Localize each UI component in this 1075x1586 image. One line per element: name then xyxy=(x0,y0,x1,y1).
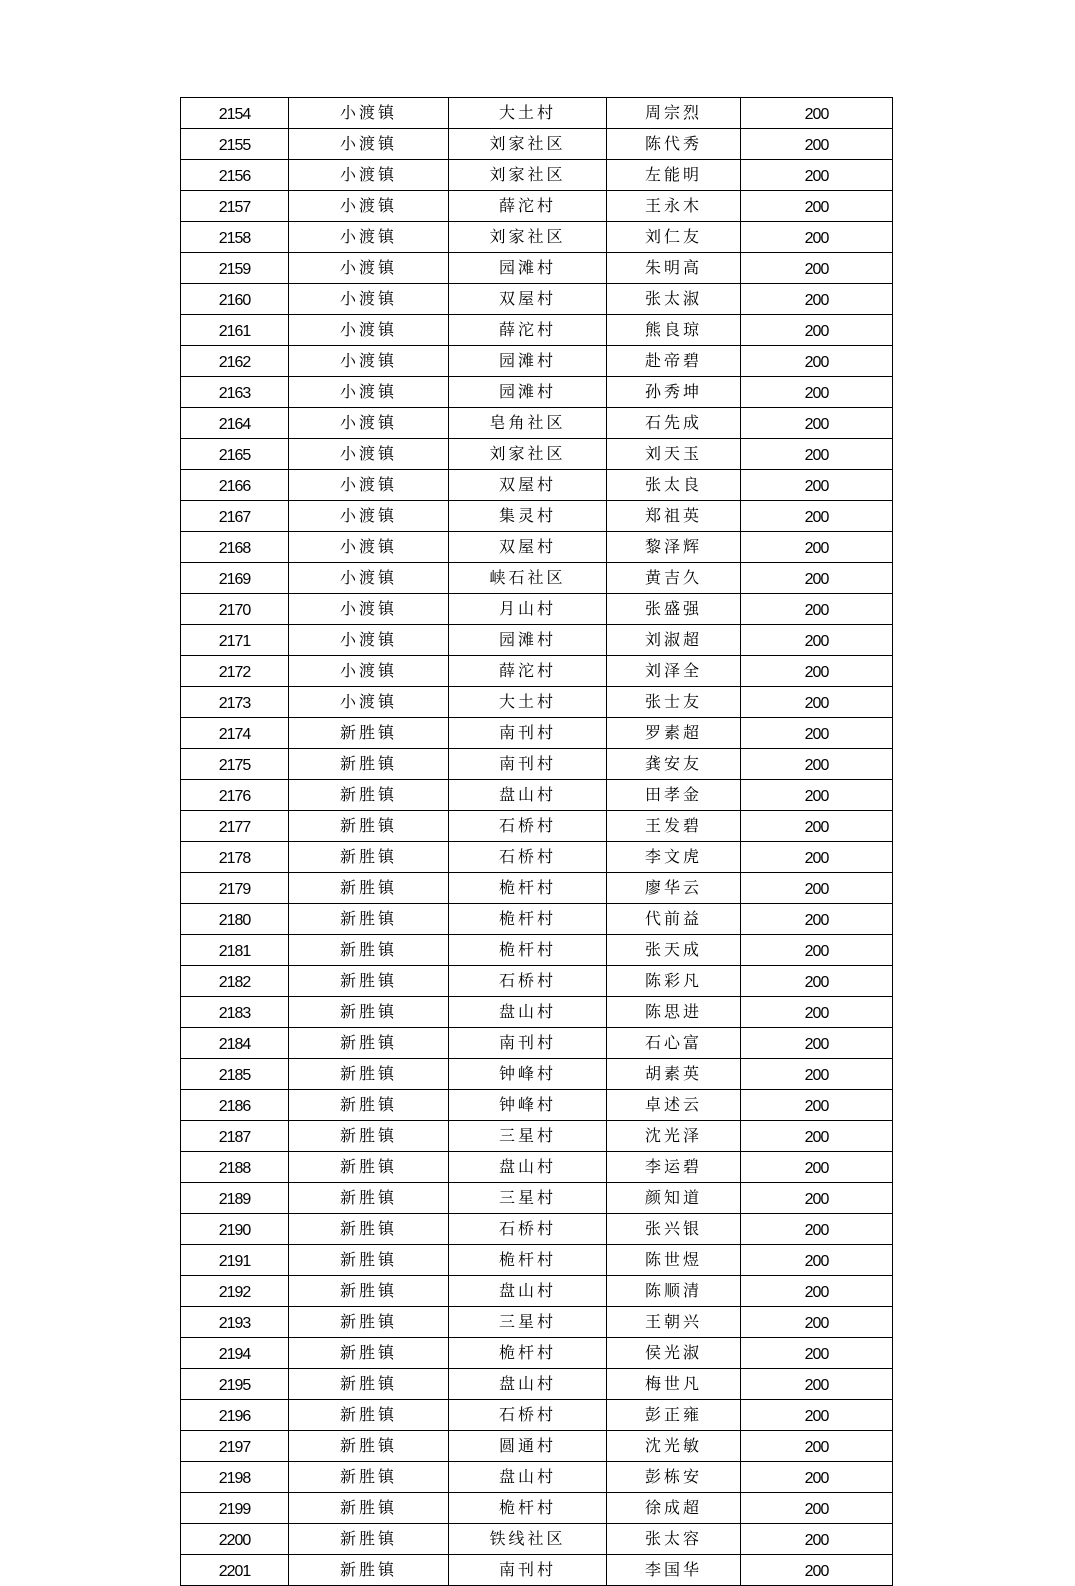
amount-cell: 200 xyxy=(741,1555,893,1586)
amount-cell: 200 xyxy=(741,408,893,439)
amount-cell: 200 xyxy=(741,377,893,408)
village-cell: 大土村 xyxy=(449,98,607,129)
amount-cell: 200 xyxy=(741,439,893,470)
row-number: 2198 xyxy=(181,1462,289,1493)
table-row xyxy=(181,501,893,532)
row-number: 2179 xyxy=(181,873,289,904)
village-cell: 盘山村 xyxy=(449,1369,607,1400)
village-cell: 钟峰村 xyxy=(449,1090,607,1121)
person-name-cell: 梅世凡 xyxy=(607,1369,741,1400)
table-row xyxy=(181,780,893,811)
town-cell: 新胜镇 xyxy=(289,1214,449,1245)
village-cell: 南刊村 xyxy=(449,749,607,780)
village-cell: 峡石社区 xyxy=(449,563,607,594)
table-row xyxy=(181,470,893,501)
town-cell: 小渡镇 xyxy=(289,129,449,160)
town-cell: 小渡镇 xyxy=(289,377,449,408)
table-row xyxy=(181,346,893,377)
amount-cell: 200 xyxy=(741,98,893,129)
person-name-cell: 张太容 xyxy=(607,1524,741,1555)
table-row xyxy=(181,408,893,439)
table-row xyxy=(181,1555,893,1586)
row-number: 2180 xyxy=(181,904,289,935)
amount-cell: 200 xyxy=(741,1152,893,1183)
person-name-cell: 彭栋安 xyxy=(607,1462,741,1493)
table-row xyxy=(181,1121,893,1152)
row-number: 2194 xyxy=(181,1338,289,1369)
village-cell: 刘家社区 xyxy=(449,439,607,470)
row-number: 2176 xyxy=(181,780,289,811)
person-name-cell: 代前益 xyxy=(607,904,741,935)
row-number: 2163 xyxy=(181,377,289,408)
person-name-cell: 刘泽全 xyxy=(607,656,741,687)
roster-table xyxy=(180,97,893,1586)
row-number: 2187 xyxy=(181,1121,289,1152)
town-cell: 新胜镇 xyxy=(289,1276,449,1307)
town-cell: 新胜镇 xyxy=(289,1493,449,1524)
person-name-cell: 张盛强 xyxy=(607,594,741,625)
town-cell: 新胜镇 xyxy=(289,935,449,966)
row-number: 2196 xyxy=(181,1400,289,1431)
amount-cell: 200 xyxy=(741,842,893,873)
row-number: 2168 xyxy=(181,532,289,563)
amount-cell: 200 xyxy=(741,1183,893,1214)
town-cell: 新胜镇 xyxy=(289,1400,449,1431)
village-cell: 盘山村 xyxy=(449,1152,607,1183)
person-name-cell: 张太良 xyxy=(607,470,741,501)
table-row xyxy=(181,594,893,625)
village-cell: 石桥村 xyxy=(449,1400,607,1431)
person-name-cell: 王朝兴 xyxy=(607,1307,741,1338)
village-cell: 桅杆村 xyxy=(449,1245,607,1276)
village-cell: 园滩村 xyxy=(449,377,607,408)
table-row xyxy=(181,1028,893,1059)
amount-cell: 200 xyxy=(741,1307,893,1338)
village-cell: 桅杆村 xyxy=(449,904,607,935)
table-row xyxy=(181,656,893,687)
town-cell: 小渡镇 xyxy=(289,625,449,656)
person-name-cell: 张太淑 xyxy=(607,284,741,315)
village-cell: 桅杆村 xyxy=(449,873,607,904)
row-number: 2188 xyxy=(181,1152,289,1183)
person-name-cell: 张天成 xyxy=(607,935,741,966)
person-name-cell: 卓述云 xyxy=(607,1090,741,1121)
amount-cell: 200 xyxy=(741,563,893,594)
amount-cell: 200 xyxy=(741,129,893,160)
village-cell: 石桥村 xyxy=(449,1214,607,1245)
person-name-cell: 田孝金 xyxy=(607,780,741,811)
amount-cell: 200 xyxy=(741,873,893,904)
town-cell: 小渡镇 xyxy=(289,594,449,625)
town-cell: 新胜镇 xyxy=(289,1431,449,1462)
row-number: 2201 xyxy=(181,1555,289,1586)
village-cell: 桅杆村 xyxy=(449,1493,607,1524)
table-row xyxy=(181,532,893,563)
town-cell: 新胜镇 xyxy=(289,904,449,935)
town-cell: 新胜镇 xyxy=(289,1090,449,1121)
town-cell: 新胜镇 xyxy=(289,1307,449,1338)
amount-cell: 200 xyxy=(741,346,893,377)
village-cell: 三星村 xyxy=(449,1307,607,1338)
table-row xyxy=(181,1400,893,1431)
table-row xyxy=(181,315,893,346)
village-cell: 薛沱村 xyxy=(449,191,607,222)
amount-cell: 200 xyxy=(741,718,893,749)
amount-cell: 200 xyxy=(741,625,893,656)
roster-table-body xyxy=(181,98,893,1586)
amount-cell: 200 xyxy=(741,966,893,997)
town-cell: 小渡镇 xyxy=(289,687,449,718)
person-name-cell: 赴帝碧 xyxy=(607,346,741,377)
person-name-cell: 张兴银 xyxy=(607,1214,741,1245)
village-cell: 三星村 xyxy=(449,1121,607,1152)
village-cell: 园滩村 xyxy=(449,346,607,377)
table-row xyxy=(181,1152,893,1183)
town-cell: 新胜镇 xyxy=(289,1028,449,1059)
row-number: 2170 xyxy=(181,594,289,625)
village-cell: 钟峰村 xyxy=(449,1059,607,1090)
town-cell: 小渡镇 xyxy=(289,656,449,687)
village-cell: 桅杆村 xyxy=(449,935,607,966)
row-number: 2191 xyxy=(181,1245,289,1276)
person-name-cell: 沈光敏 xyxy=(607,1431,741,1462)
town-cell: 新胜镇 xyxy=(289,1462,449,1493)
table-row xyxy=(181,718,893,749)
amount-cell: 200 xyxy=(741,532,893,563)
person-name-cell: 徐成超 xyxy=(607,1493,741,1524)
town-cell: 新胜镇 xyxy=(289,873,449,904)
person-name-cell: 石心富 xyxy=(607,1028,741,1059)
village-cell: 盘山村 xyxy=(449,1462,607,1493)
table-row xyxy=(181,563,893,594)
amount-cell: 200 xyxy=(741,1431,893,1462)
town-cell: 新胜镇 xyxy=(289,1338,449,1369)
person-name-cell: 沈光泽 xyxy=(607,1121,741,1152)
table-row xyxy=(181,1276,893,1307)
table-row xyxy=(181,873,893,904)
table-row xyxy=(181,1183,893,1214)
row-number: 2164 xyxy=(181,408,289,439)
person-name-cell: 罗素超 xyxy=(607,718,741,749)
person-name-cell: 彭正雍 xyxy=(607,1400,741,1431)
row-number: 2182 xyxy=(181,966,289,997)
person-name-cell: 王永木 xyxy=(607,191,741,222)
amount-cell: 200 xyxy=(741,749,893,780)
row-number: 2158 xyxy=(181,222,289,253)
amount-cell: 200 xyxy=(741,594,893,625)
table-row xyxy=(181,811,893,842)
village-cell: 双屋村 xyxy=(449,284,607,315)
town-cell: 新胜镇 xyxy=(289,842,449,873)
table-row xyxy=(181,625,893,656)
amount-cell: 200 xyxy=(741,1338,893,1369)
village-cell: 石桥村 xyxy=(449,966,607,997)
person-name-cell: 张士友 xyxy=(607,687,741,718)
town-cell: 新胜镇 xyxy=(289,1121,449,1152)
row-number: 2189 xyxy=(181,1183,289,1214)
town-cell: 新胜镇 xyxy=(289,811,449,842)
table-row xyxy=(181,842,893,873)
row-number: 2178 xyxy=(181,842,289,873)
amount-cell: 200 xyxy=(741,1462,893,1493)
amount-cell: 200 xyxy=(741,1369,893,1400)
amount-cell: 200 xyxy=(741,1400,893,1431)
table-row xyxy=(181,1059,893,1090)
village-cell: 刘家社区 xyxy=(449,222,607,253)
amount-cell: 200 xyxy=(741,780,893,811)
row-number: 2161 xyxy=(181,315,289,346)
town-cell: 小渡镇 xyxy=(289,160,449,191)
town-cell: 小渡镇 xyxy=(289,346,449,377)
town-cell: 新胜镇 xyxy=(289,1524,449,1555)
town-cell: 小渡镇 xyxy=(289,253,449,284)
person-name-cell: 王发碧 xyxy=(607,811,741,842)
person-name-cell: 陈思进 xyxy=(607,997,741,1028)
town-cell: 小渡镇 xyxy=(289,532,449,563)
table-row xyxy=(181,904,893,935)
amount-cell: 200 xyxy=(741,284,893,315)
town-cell: 新胜镇 xyxy=(289,1183,449,1214)
table-row xyxy=(181,1214,893,1245)
person-name-cell: 陈世煜 xyxy=(607,1245,741,1276)
village-cell: 铁线社区 xyxy=(449,1524,607,1555)
town-cell: 小渡镇 xyxy=(289,439,449,470)
town-cell: 小渡镇 xyxy=(289,222,449,253)
person-name-cell: 廖华云 xyxy=(607,873,741,904)
amount-cell: 200 xyxy=(741,315,893,346)
row-number: 2171 xyxy=(181,625,289,656)
table-row xyxy=(181,284,893,315)
person-name-cell: 黎泽辉 xyxy=(607,532,741,563)
table-row xyxy=(181,160,893,191)
person-name-cell: 周宗烈 xyxy=(607,98,741,129)
table-row xyxy=(181,749,893,780)
table-row xyxy=(181,1245,893,1276)
town-cell: 新胜镇 xyxy=(289,1059,449,1090)
village-cell: 盘山村 xyxy=(449,780,607,811)
row-number: 2190 xyxy=(181,1214,289,1245)
table-row xyxy=(181,966,893,997)
town-cell: 新胜镇 xyxy=(289,749,449,780)
village-cell: 双屋村 xyxy=(449,470,607,501)
amount-cell: 200 xyxy=(741,1059,893,1090)
village-cell: 月山村 xyxy=(449,594,607,625)
row-number: 2174 xyxy=(181,718,289,749)
village-cell: 刘家社区 xyxy=(449,160,607,191)
amount-cell: 200 xyxy=(741,222,893,253)
row-number: 2155 xyxy=(181,129,289,160)
amount-cell: 200 xyxy=(741,935,893,966)
town-cell: 小渡镇 xyxy=(289,470,449,501)
person-name-cell: 刘天玉 xyxy=(607,439,741,470)
town-cell: 小渡镇 xyxy=(289,191,449,222)
amount-cell: 200 xyxy=(741,997,893,1028)
person-name-cell: 陈顺清 xyxy=(607,1276,741,1307)
village-cell: 园滩村 xyxy=(449,625,607,656)
table-row xyxy=(181,935,893,966)
person-name-cell: 熊良琼 xyxy=(607,315,741,346)
village-cell: 园滩村 xyxy=(449,253,607,284)
amount-cell: 200 xyxy=(741,687,893,718)
person-name-cell: 胡素英 xyxy=(607,1059,741,1090)
row-number: 2183 xyxy=(181,997,289,1028)
row-number: 2181 xyxy=(181,935,289,966)
village-cell: 双屋村 xyxy=(449,532,607,563)
amount-cell: 200 xyxy=(741,1493,893,1524)
town-cell: 新胜镇 xyxy=(289,997,449,1028)
person-name-cell: 朱明高 xyxy=(607,253,741,284)
town-cell: 小渡镇 xyxy=(289,408,449,439)
table-row xyxy=(181,1338,893,1369)
person-name-cell: 陈彩凡 xyxy=(607,966,741,997)
row-number: 2195 xyxy=(181,1369,289,1400)
table-row xyxy=(181,687,893,718)
person-name-cell: 李运碧 xyxy=(607,1152,741,1183)
person-name-cell: 颜知道 xyxy=(607,1183,741,1214)
row-number: 2165 xyxy=(181,439,289,470)
table-row xyxy=(181,1307,893,1338)
town-cell: 新胜镇 xyxy=(289,718,449,749)
row-number: 2200 xyxy=(181,1524,289,1555)
person-name-cell: 郑祖英 xyxy=(607,501,741,532)
row-number: 2167 xyxy=(181,501,289,532)
row-number: 2157 xyxy=(181,191,289,222)
table-row xyxy=(181,1369,893,1400)
row-number: 2159 xyxy=(181,253,289,284)
table-row xyxy=(181,1090,893,1121)
person-name-cell: 孙秀坤 xyxy=(607,377,741,408)
village-cell: 刘家社区 xyxy=(449,129,607,160)
town-cell: 新胜镇 xyxy=(289,780,449,811)
row-number: 2162 xyxy=(181,346,289,377)
village-cell: 盘山村 xyxy=(449,997,607,1028)
village-cell: 皂角社区 xyxy=(449,408,607,439)
table-row xyxy=(181,1462,893,1493)
table-row xyxy=(181,253,893,284)
amount-cell: 200 xyxy=(741,501,893,532)
village-cell: 南刊村 xyxy=(449,1555,607,1586)
amount-cell: 200 xyxy=(741,470,893,501)
table-row xyxy=(181,997,893,1028)
table-row xyxy=(181,1431,893,1462)
table-row xyxy=(181,1524,893,1555)
row-number: 2169 xyxy=(181,563,289,594)
amount-cell: 200 xyxy=(741,1028,893,1059)
person-name-cell: 陈代秀 xyxy=(607,129,741,160)
row-number: 2166 xyxy=(181,470,289,501)
table-row xyxy=(181,98,893,129)
person-name-cell: 龚安友 xyxy=(607,749,741,780)
village-cell: 盘山村 xyxy=(449,1276,607,1307)
amount-cell: 200 xyxy=(741,1524,893,1555)
amount-cell: 200 xyxy=(741,656,893,687)
row-number: 2184 xyxy=(181,1028,289,1059)
village-cell: 南刊村 xyxy=(449,1028,607,1059)
row-number: 2197 xyxy=(181,1431,289,1462)
amount-cell: 200 xyxy=(741,191,893,222)
row-number: 2199 xyxy=(181,1493,289,1524)
town-cell: 小渡镇 xyxy=(289,284,449,315)
table-row xyxy=(181,191,893,222)
town-cell: 新胜镇 xyxy=(289,1555,449,1586)
person-name-cell: 左能明 xyxy=(607,160,741,191)
village-cell: 圆通村 xyxy=(449,1431,607,1462)
amount-cell: 200 xyxy=(741,811,893,842)
table-row xyxy=(181,377,893,408)
table-row xyxy=(181,129,893,160)
town-cell: 小渡镇 xyxy=(289,501,449,532)
town-cell: 新胜镇 xyxy=(289,966,449,997)
row-number: 2156 xyxy=(181,160,289,191)
village-cell: 三星村 xyxy=(449,1183,607,1214)
person-name-cell: 李文虎 xyxy=(607,842,741,873)
amount-cell: 200 xyxy=(741,160,893,191)
row-number: 2193 xyxy=(181,1307,289,1338)
town-cell: 小渡镇 xyxy=(289,563,449,594)
amount-cell: 200 xyxy=(741,1090,893,1121)
row-number: 2173 xyxy=(181,687,289,718)
row-number: 2154 xyxy=(181,98,289,129)
row-number: 2160 xyxy=(181,284,289,315)
person-name-cell: 李国华 xyxy=(607,1555,741,1586)
row-number: 2192 xyxy=(181,1276,289,1307)
person-name-cell: 刘淑超 xyxy=(607,625,741,656)
amount-cell: 200 xyxy=(741,253,893,284)
row-number: 2175 xyxy=(181,749,289,780)
person-name-cell: 石先成 xyxy=(607,408,741,439)
amount-cell: 200 xyxy=(741,1214,893,1245)
village-cell: 石桥村 xyxy=(449,811,607,842)
town-cell: 小渡镇 xyxy=(289,98,449,129)
row-number: 2185 xyxy=(181,1059,289,1090)
person-name-cell: 侯光淑 xyxy=(607,1338,741,1369)
amount-cell: 200 xyxy=(741,1121,893,1152)
village-cell: 薛沱村 xyxy=(449,656,607,687)
amount-cell: 200 xyxy=(741,904,893,935)
table-row xyxy=(181,439,893,470)
village-cell: 桅杆村 xyxy=(449,1338,607,1369)
person-name-cell: 刘仁友 xyxy=(607,222,741,253)
row-number: 2172 xyxy=(181,656,289,687)
village-cell: 南刊村 xyxy=(449,718,607,749)
row-number: 2177 xyxy=(181,811,289,842)
amount-cell: 200 xyxy=(741,1245,893,1276)
town-cell: 新胜镇 xyxy=(289,1369,449,1400)
row-number: 2186 xyxy=(181,1090,289,1121)
village-cell: 大土村 xyxy=(449,687,607,718)
amount-cell: 200 xyxy=(741,1276,893,1307)
person-name-cell: 黄吉久 xyxy=(607,563,741,594)
town-cell: 小渡镇 xyxy=(289,315,449,346)
town-cell: 新胜镇 xyxy=(289,1152,449,1183)
town-cell: 新胜镇 xyxy=(289,1245,449,1276)
village-cell: 薛沱村 xyxy=(449,315,607,346)
village-cell: 集灵村 xyxy=(449,501,607,532)
village-cell: 石桥村 xyxy=(449,842,607,873)
table-row xyxy=(181,222,893,253)
